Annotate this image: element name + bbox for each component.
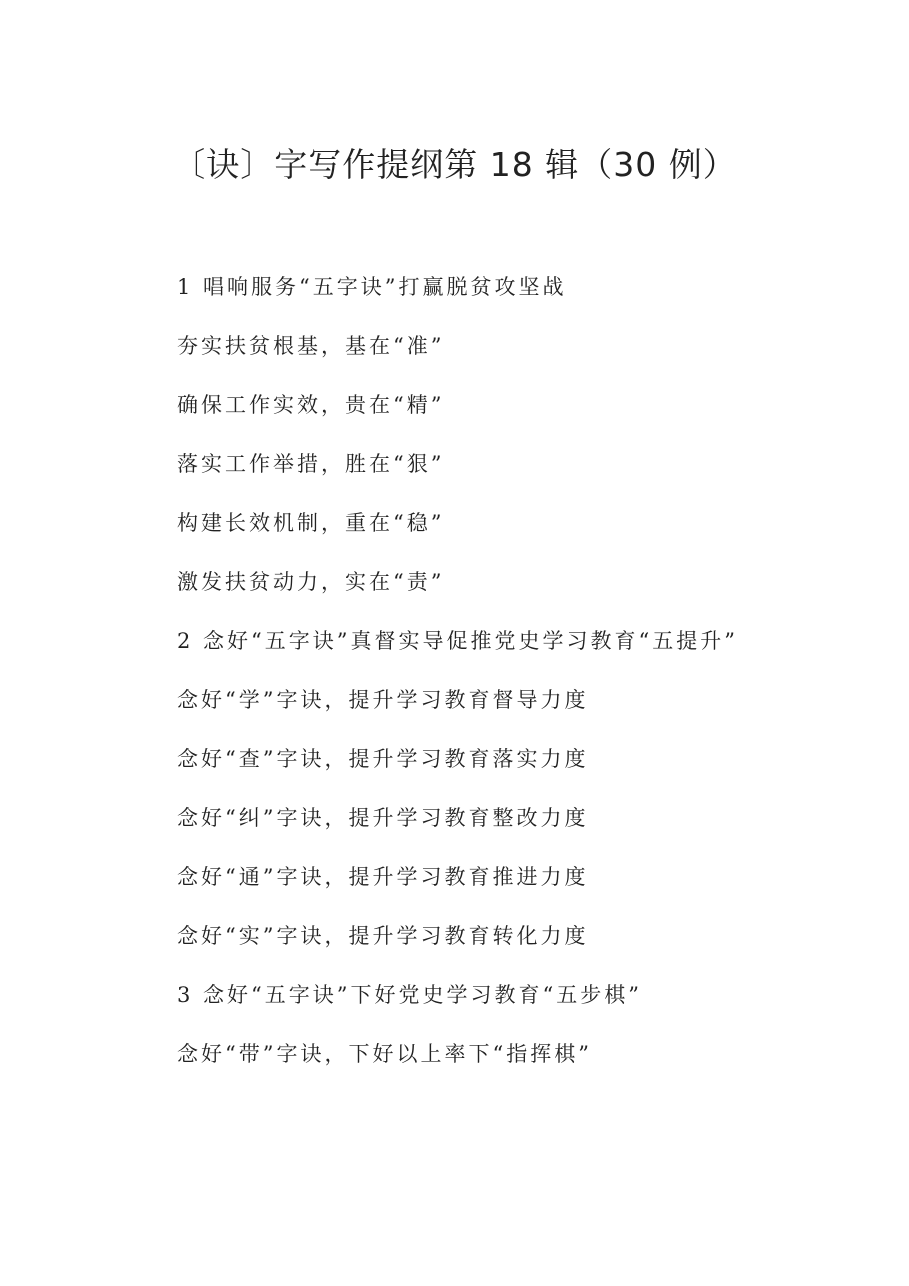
document-body — [139, 264, 779, 1090]
paragraph: 念好“通”字诀，提升学习教育推进力度 — [177, 865, 589, 889]
paragraph: 确保工作实效，贵在“精” — [177, 393, 445, 417]
paragraph: 2 念好“五字诀”真督实导促推党史学习教育“五提升” — [177, 629, 738, 653]
paragraph: 念好“学”字诀，提升学习教育督导力度 — [177, 688, 589, 712]
paragraph: 念好“带”字诀，下好以上率下“指挥棋” — [177, 1042, 592, 1066]
paragraph: 1 唱响服务“五字诀”打赢脱贫攻坚战 — [177, 275, 567, 299]
paragraph: 构建长效机制，重在“稳” — [177, 511, 445, 535]
paragraph: 夯实扶贫根基，基在“准” — [177, 334, 445, 358]
paragraph: 念好“纠”字诀，提升学习教育整改力度 — [177, 806, 589, 830]
paragraph: 念好“实”字诀，提升学习教育转化力度 — [177, 924, 589, 948]
paragraph: 落实工作举措，胜在“狠” — [177, 452, 445, 476]
paragraph: 3 念好“五字诀”下好党史学习教育“五步棋” — [177, 983, 642, 1007]
paragraph: 激发扶贫动力，实在“责” — [177, 570, 445, 594]
document-title: 〔诀〕字写作提纲第 18 辑（30 例） — [172, 145, 737, 184]
paragraph: 念好“查”字诀，提升学习教育落实力度 — [177, 747, 589, 771]
